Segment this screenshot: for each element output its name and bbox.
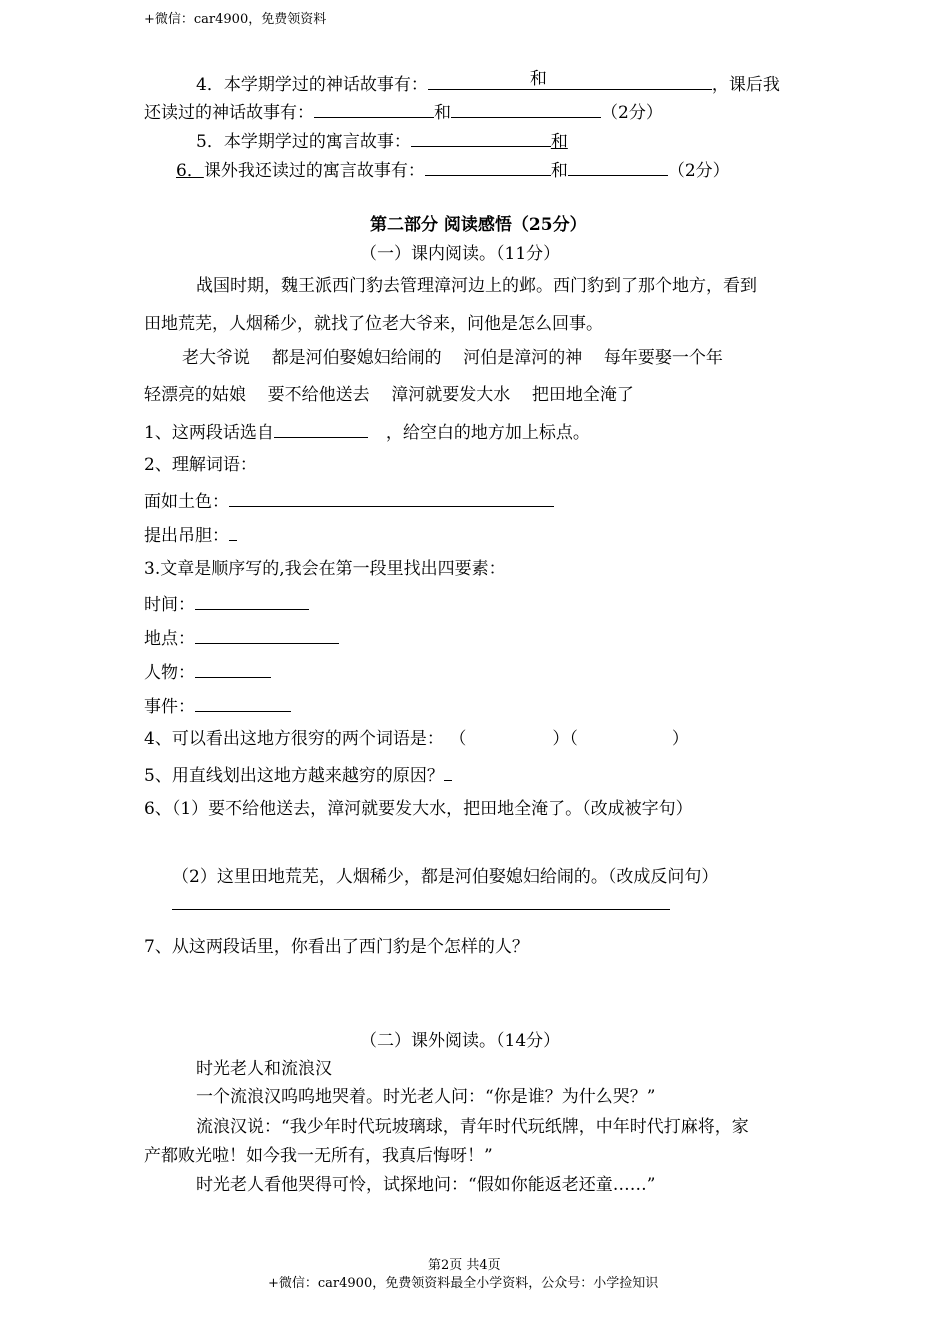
question-5-label: 5．本学期学过的寓言故事： — [196, 132, 411, 152]
paragraph1-line1: 战国时期，魏王派西门豹去管理漳河边上的邺。西门豹到了那个地方，看到 — [196, 276, 757, 296]
story-line4: 时光老人看他哭得可怜，试探地问：“假如你能返老还童……” — [196, 1175, 656, 1195]
q3-place-label: 地点： — [144, 629, 195, 649]
q2-word1-label: 面如土色： — [144, 492, 229, 512]
blank — [274, 420, 368, 438]
paragraph1-line2: 田地荒芜，人烟稀少，就找了位老大爷来，问他是怎么回事。 — [144, 314, 603, 334]
blank — [314, 100, 434, 118]
question-6 — [176, 158, 730, 182]
story-line3: 产都败光啦！如今我一无所有，我真后悔呀！” — [144, 1146, 493, 1166]
question-4-label2: 还读过的神话故事有： — [144, 103, 314, 123]
q3-person — [144, 660, 271, 684]
blank — [529, 69, 712, 90]
blank — [229, 523, 237, 541]
question-4-tail: ，课后我 — [711, 75, 780, 95]
footer-watermark: +微信：car4900，免费领资料最全小学资料，公众号：小学捡知识 — [268, 1276, 659, 1291]
score: （2分） — [601, 103, 663, 123]
q6-1: 6、（1）要不给他送去，漳河就要发大水，把田地全淹了。（改成被字句） — [144, 799, 693, 819]
q4-label: 4、可以看出这地方很穷的两个词语是： — [144, 729, 444, 749]
q6-2: （2）这里田地荒芜，人烟稀少，都是河伯娶媳妇给闹的。（改成反问句） — [172, 867, 719, 887]
q3-event — [144, 694, 291, 718]
q7: 7、从这两段话里，你看出了西门豹是个怎样的人？ — [144, 937, 529, 957]
blank — [444, 763, 452, 781]
he-connector: 和 — [550, 161, 568, 181]
section2-title: （二）课外阅读。（14分） — [360, 1031, 561, 1051]
q4: 4、可以看出这地方很穷的两个词语是： （ ）（ ） — [144, 729, 689, 749]
story-title: 时光老人和流浪汉 — [196, 1059, 332, 1079]
q1-label: 1、这两段话选自 — [144, 423, 274, 443]
q5-label: 5、用直线划出这地方越来越穷的原因？ — [144, 766, 444, 786]
score: （2分） — [667, 161, 730, 181]
blank — [195, 592, 309, 610]
q2-word2 — [144, 523, 237, 547]
q2-word2-label: 提出吊胆： — [144, 526, 229, 546]
he-connector: 和 — [529, 69, 547, 89]
he-connector: 和 — [434, 103, 451, 123]
question-4-line2 — [144, 100, 663, 124]
blank — [451, 100, 601, 118]
story-line1: 一个流浪汉呜呜地哭着。时光老人问：“你是谁？为什么哭？” — [196, 1087, 656, 1107]
q3-time-label: 时间： — [144, 595, 195, 615]
blank — [195, 660, 271, 678]
q6-2-answer — [172, 892, 670, 916]
question-6-number: 6． — [176, 161, 204, 181]
blank — [229, 489, 554, 507]
q1-tail: ，给空白的地方加上标点。 — [385, 423, 590, 443]
q3-place — [144, 626, 339, 650]
section1-title: （一）课内阅读。（11分） — [360, 244, 561, 264]
q3-person-label: 人物： — [144, 663, 195, 683]
q2-word1 — [144, 489, 554, 513]
question-4-label: 4．本学期学过的神话故事有： — [196, 75, 428, 95]
q1 — [144, 420, 590, 444]
blank — [195, 626, 339, 644]
q3: 3.文章是顺序写的,我会在第一段里找出四要素： — [144, 559, 506, 579]
blank — [425, 158, 551, 176]
blank — [568, 158, 668, 176]
q2: 2、理解词语： — [144, 455, 257, 475]
paragraph2-line2: 轻漂亮的姑娘 要不给他送去 漳河就要发大水 把田地全淹了 — [144, 385, 634, 405]
blank — [195, 694, 291, 712]
he-connector: 和 — [550, 132, 568, 152]
paragraph2-line1: 老大爷说 都是河伯娶媳妇给闹的 河伯是漳河的神 每年要娶一个年 — [182, 348, 723, 368]
header-watermark: +微信：car4900，免费领资料 — [144, 12, 327, 27]
story-line2: 流浪汉说：“我少年时代玩坡璃球，青年时代玩纸牌，中年时代打麻将，家 — [196, 1117, 749, 1137]
part2-title: 第二部分 阅读感悟（25分） — [370, 215, 587, 235]
blank — [411, 129, 551, 147]
page-number: 第2页 共4页 — [428, 1258, 501, 1273]
q3-event-label: 事件： — [144, 697, 195, 717]
q3-time — [144, 592, 309, 616]
question-6-label: 课外我还读过的寓言故事有： — [203, 161, 425, 181]
question-4-line1 — [196, 69, 780, 96]
q5 — [144, 763, 452, 787]
blank — [172, 892, 670, 910]
question-5 — [196, 129, 568, 153]
